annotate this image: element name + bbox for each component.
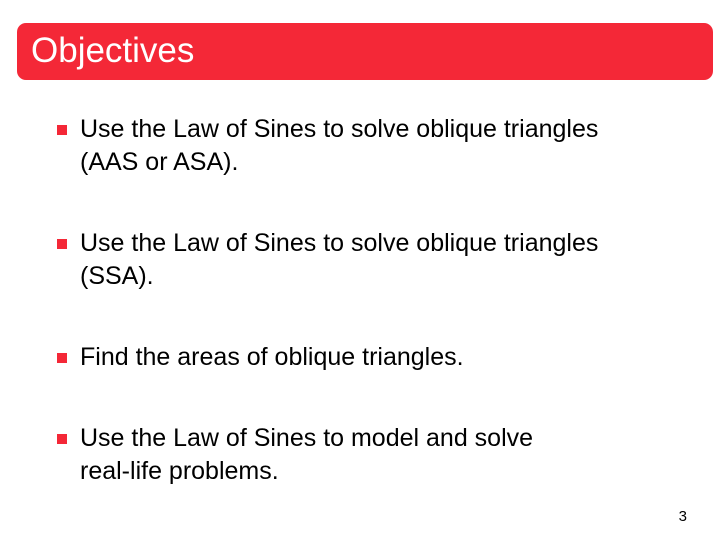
square-bullet-icon <box>57 434 67 444</box>
objective-text-1: Use the Law of Sines to solve oblique triangles (AAS or ASA). <box>80 115 599 176</box>
square-bullet-icon <box>57 239 67 249</box>
objective-text-2: Use the Law of Sines to solve oblique triangles (SSA). <box>80 229 599 290</box>
page-number: 3 <box>678 508 687 525</box>
objective-text-4: Use the Law of Sines to model and solve real-life problems. <box>80 424 534 485</box>
objective-text-3: Find the areas of oblique triangles. <box>80 343 464 371</box>
slide-title: Objectives <box>31 31 195 70</box>
square-bullet-icon <box>57 353 67 363</box>
square-bullet-icon <box>57 125 67 135</box>
